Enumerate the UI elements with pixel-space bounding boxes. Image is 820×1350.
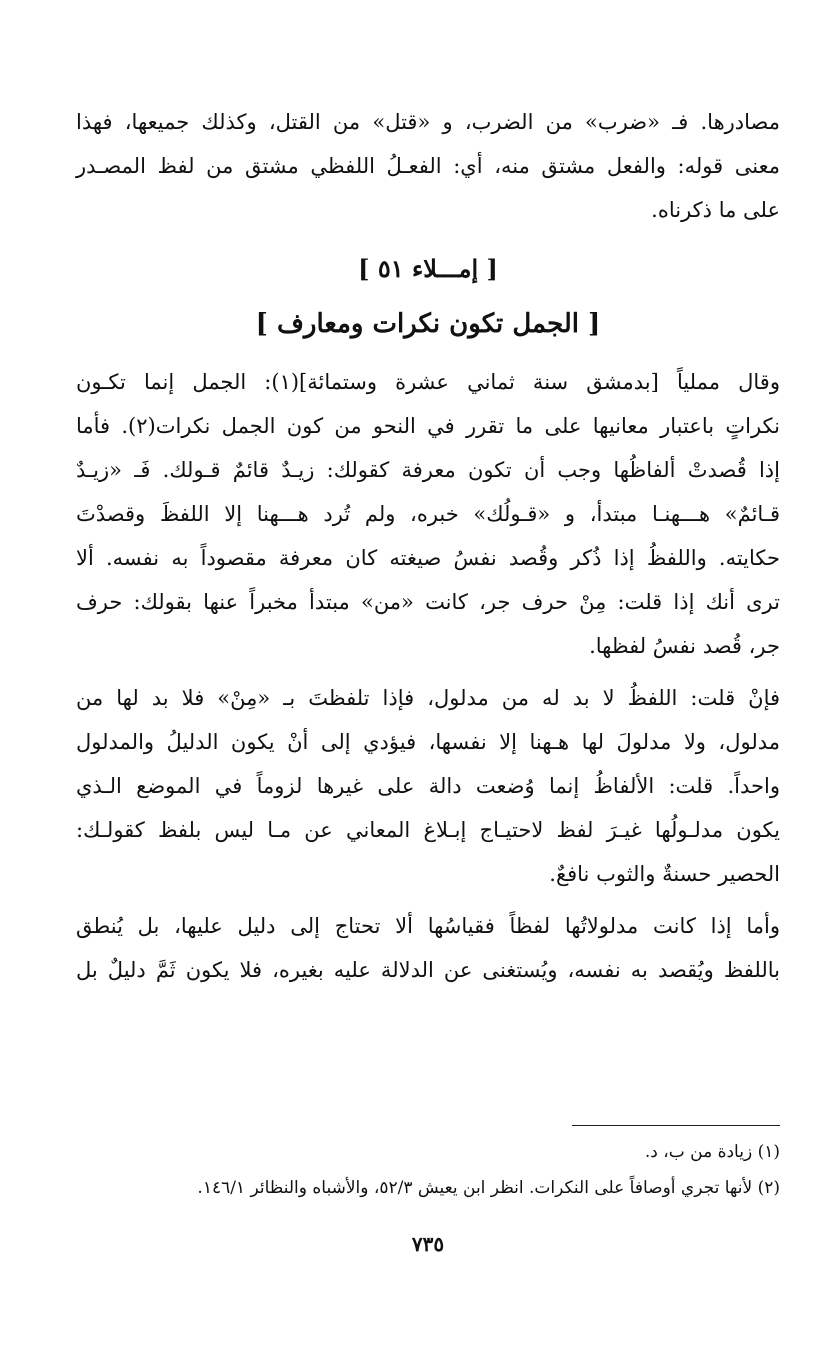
footnote-divider (572, 1125, 780, 1126)
text-line: جر، قُصد نفسُ لفظها. (589, 634, 780, 658)
text-line: قـائمٌ» هـــهنـا مبتدأ، و «قـولُك» خبره، ولم تُرد هـــهنا إلا اللفظَ وقصدْتَ (76, 502, 780, 526)
text-line: ترى أنك إذا قلت: مِنْ حرف جر، كانت «من» مبتدأ مخبراً عنها بقولك: حرف (76, 590, 780, 614)
text-line: نكراتٍ باعتبار معانيها على ما تقرر في النحو من كون الجمل نكرات(٢). فأما (76, 414, 780, 438)
text-line: إذا قُصدتْ ألفاظُها وجب أن تكون معرفة كقولك: زيـدٌ قائمٌ قـولك. فَـ «زيـدٌ (76, 458, 780, 482)
text-line: باللفظ ويُقصد به نفسه، ويُستغنى عن الدلالة عليه بغيره، فلا يكون ثَمَّ دليلٌ بل (76, 958, 780, 982)
text-line: مصادرها. فـ «ضرب» من الضرب، و «قتل» من القتل، وكذلك جميعها، فهذا (76, 110, 780, 134)
footnote-2: (٢) لأنها تجري أوصافاً على النكرات. انظر ابن يعيش ٥٢/٣، والأشباه والنظائر ١٤٦/١. (197, 1178, 780, 1198)
text-line: الحصير حسنةٌ والثوب نافعٌ. (549, 862, 780, 886)
paragraph-2 (76, 676, 780, 896)
imla-heading: [ إمـــلاء ٥١ ] (358, 254, 498, 283)
intro-paragraph (76, 100, 780, 232)
text-line: فإنْ قلت: اللفظُ لا بد له من مدلول، فإذا تلفظتَ بـ «مِنْ» فلا بد لها من (76, 686, 781, 710)
text-line: مدلول، ولا مدلولَ لها هـهنا إلا نفسها، فيؤدي إلى أنْ يكون الدليلُ والمدلول (76, 730, 780, 754)
footnotes (76, 1134, 780, 1206)
text-line: وقال مملياً [بدمشق سنة ثماني عشرة وستمائة](١): الجمل إنما تكـون (76, 370, 780, 394)
text-line: حكايته. واللفظُ إذا ذُكر وقُصد نفسُ صيغته كان معرفة مقصوداً به نفسه. ألا (76, 546, 780, 570)
footnote-1: (١) زيادة من ب، د. (644, 1142, 780, 1162)
text-line: واحداً. قلت: الألفاظُ إنما وُضعت دالة على غيرها لزوماً في الموضع الـذي (76, 774, 780, 798)
book-page (76, 100, 780, 1320)
text-line: وأما إذا كانت مدلولاتُها لفظاً فقياسُها ألا تحتاج إلى دليل عليها، بل يُنطق (76, 914, 780, 938)
paragraph-3 (76, 904, 780, 992)
paragraph-1 (76, 360, 780, 668)
text-line: على ما ذكرناه. (651, 198, 780, 222)
text-line: يكون مدلـولُها غيـرَ لفظ لاحتيـاج إبـلاغ المعاني عن مـا ليس بلفظ كقولـك: (76, 818, 780, 842)
page-number: ٧٣٥ (411, 1232, 445, 1256)
text-line: معنى قوله: والفعل مشتق منه، أي: الفعـلُ اللفظي مشتق من لفظ المصـدر (76, 154, 780, 178)
section-title: [ الجمل تكون نكرات ومعارف ] (255, 309, 601, 339)
